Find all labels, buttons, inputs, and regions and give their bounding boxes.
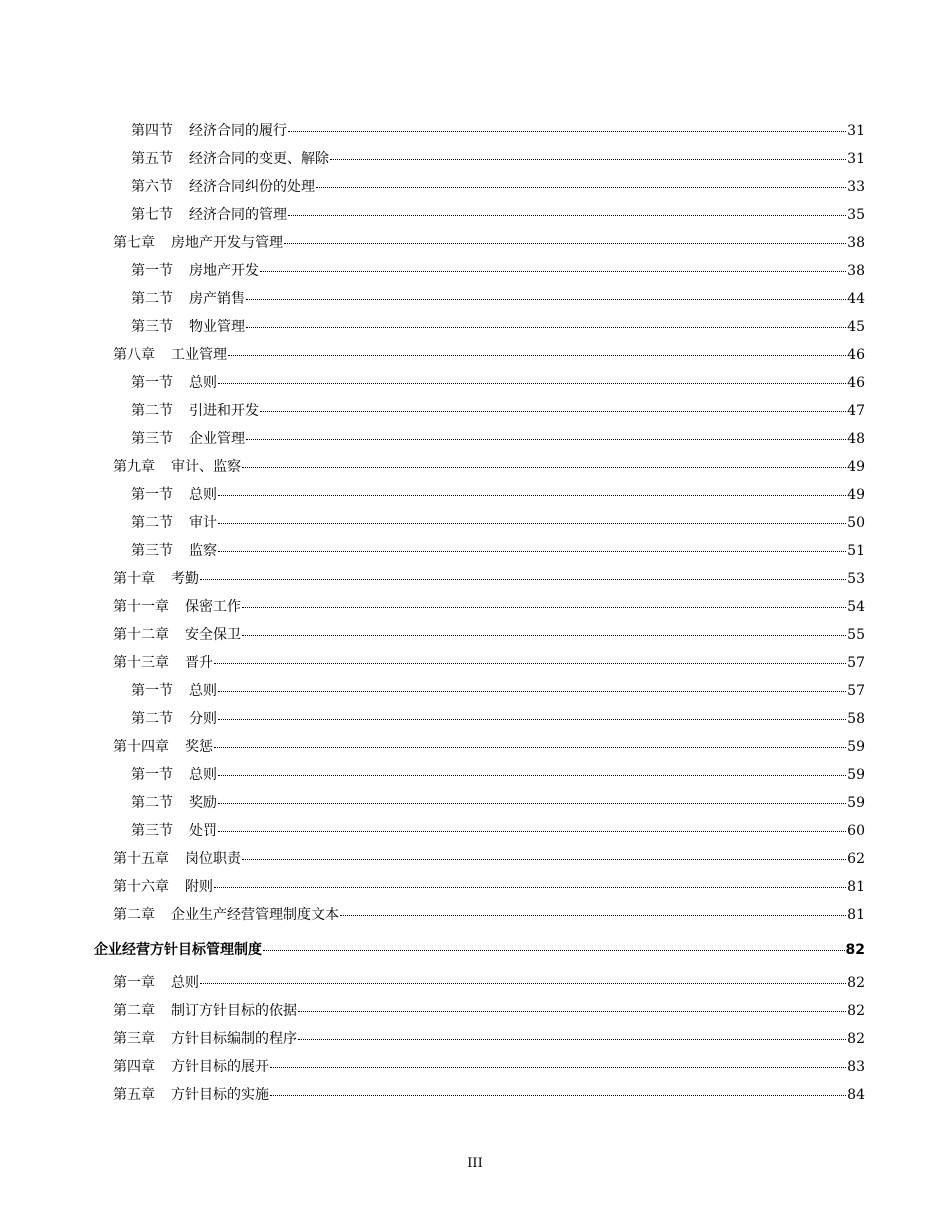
toc-entry-title: 分则 — [189, 711, 217, 727]
toc-entry-title: 房地产开发 — [189, 263, 259, 279]
toc-dot-leader — [260, 411, 846, 412]
toc-dot-leader — [218, 691, 846, 692]
toc-entry-number: 第七章 — [113, 235, 155, 251]
toc-entry-number: 第六节 — [131, 179, 173, 195]
toc-dot-leader — [242, 607, 846, 608]
toc-dot-leader — [298, 1011, 846, 1012]
toc-dot-leader — [260, 271, 846, 272]
toc-entry-title: 奖惩 — [185, 739, 213, 755]
toc-entry-number: 第一节 — [131, 487, 173, 503]
toc-entry-page: 60 — [847, 823, 865, 839]
toc-chapter-entry[interactable] — [0, 649, 950, 677]
toc-entry-number: 第十章 — [113, 571, 155, 587]
toc-entry-number: 第二章 — [113, 907, 155, 923]
toc-entry-title: 引进和开发 — [189, 403, 259, 419]
toc-entry-title: 监察 — [189, 543, 217, 559]
toc-chapter-entry[interactable] — [0, 453, 950, 481]
toc-entry-page: 83 — [847, 1059, 865, 1075]
toc-entry-number: 第二节 — [131, 795, 173, 811]
toc-dot-leader — [246, 327, 846, 328]
toc-entry-number: 第十五章 — [113, 851, 169, 867]
toc-entry-number: 第七节 — [131, 207, 173, 223]
toc-entry-title: 总则 — [189, 375, 217, 391]
toc-entry-title: 方针目标的实施 — [171, 1087, 269, 1103]
toc-entry-title: 审计 — [189, 515, 217, 531]
toc-entry-title: 总则 — [189, 487, 217, 503]
toc-entry-page: 59 — [847, 795, 865, 811]
toc-chapter-entry[interactable] — [0, 621, 950, 649]
toc-entry-page: 44 — [847, 291, 865, 307]
toc-section-entry[interactable] — [0, 313, 950, 341]
toc-entry-page: 46 — [847, 375, 865, 391]
toc-entry-number: 第十六章 — [113, 879, 169, 895]
toc-entry-page: 59 — [847, 767, 865, 783]
page-number-footer: III — [467, 1156, 483, 1171]
toc-entry-number: 第十三章 — [113, 655, 169, 671]
toc-entry-title: 岗位职责 — [185, 851, 241, 867]
toc-entry-number: 第一节 — [131, 263, 173, 279]
toc-dot-leader — [263, 950, 845, 951]
toc-chapter-entry[interactable] — [0, 593, 950, 621]
toc-entry-title: 制订方针目标的依据 — [171, 1003, 297, 1019]
toc-entry-page: 57 — [847, 655, 865, 671]
toc-section-entry[interactable] — [0, 761, 950, 789]
toc-section-entry[interactable] — [0, 117, 950, 145]
toc-entry-number: 第三节 — [131, 543, 173, 559]
toc-entry-page: 58 — [847, 711, 865, 727]
toc-dot-leader — [228, 355, 846, 356]
toc-entry-page: 46 — [847, 347, 865, 363]
toc-dot-leader — [288, 215, 846, 216]
toc-entry-page: 81 — [847, 907, 865, 923]
toc-entry-title: 晋升 — [185, 655, 213, 671]
toc-entry-number: 第二节 — [131, 291, 173, 307]
toc-chapter-entry[interactable] — [0, 901, 950, 929]
toc-dot-leader — [218, 803, 846, 804]
toc-section-entry[interactable] — [0, 817, 950, 845]
toc-dot-leader — [218, 775, 846, 776]
toc-entry-title: 总则 — [171, 975, 199, 991]
toc-dot-leader — [214, 887, 846, 888]
toc-entry-page: 59 — [847, 739, 865, 755]
toc-chapter-entry[interactable] — [0, 873, 950, 901]
toc-chapter-entry[interactable] — [0, 969, 950, 997]
toc-chapter-entry[interactable] — [0, 1081, 950, 1109]
toc-chapter-entry[interactable] — [0, 997, 950, 1025]
toc-dot-leader — [288, 131, 846, 132]
toc-dot-leader — [218, 551, 846, 552]
toc-dot-leader — [270, 1067, 846, 1068]
toc-entry-title: 经济合同的履行 — [189, 123, 287, 139]
toc-entry-title: 工业管理 — [171, 347, 227, 363]
toc-dot-leader — [218, 495, 846, 496]
toc-entry-title: 企业管理 — [189, 431, 245, 447]
toc-section-entry[interactable] — [0, 705, 950, 733]
toc-entry-number: 第一节 — [131, 767, 173, 783]
toc-entry-number: 第四节 — [131, 123, 173, 139]
toc-dot-leader — [218, 831, 846, 832]
toc-entry-title: 考勤 — [171, 571, 199, 587]
toc-chapter-entry[interactable] — [0, 733, 950, 761]
toc-dot-leader — [330, 159, 846, 160]
toc-entry-title: 经济合同的变更、解除 — [189, 151, 329, 167]
toc-entry-title: 企业生产经营管理制度文本 — [171, 907, 339, 923]
toc-entry-number: 第二章 — [113, 1003, 155, 1019]
toc-entry-number: 第十一章 — [113, 599, 169, 615]
toc-entry-page: 49 — [847, 459, 865, 475]
toc-entry-title: 方针目标编制的程序 — [171, 1031, 297, 1047]
toc-dot-leader — [242, 635, 846, 636]
toc-entry-page: 35 — [847, 207, 865, 223]
toc-dot-leader — [316, 187, 846, 188]
toc-entry-title: 附则 — [185, 879, 213, 895]
toc-section-entry[interactable] — [0, 481, 950, 509]
toc-section-entry[interactable] — [0, 677, 950, 705]
toc-section-entry[interactable] — [0, 285, 950, 313]
toc-chapter-entry[interactable] — [0, 565, 950, 593]
toc-entry-page: 82 — [845, 942, 865, 958]
toc-entry-title: 房地产开发与管理 — [171, 235, 283, 251]
toc-entry-number: 第三章 — [113, 1031, 155, 1047]
toc-entry-number: 第二节 — [131, 711, 173, 727]
table-of-contents — [0, 117, 950, 1109]
toc-dot-leader — [284, 243, 846, 244]
toc-entry-number: 第一节 — [131, 683, 173, 699]
toc-dot-leader — [218, 523, 846, 524]
toc-entry-number: 第八章 — [113, 347, 155, 363]
toc-entry-number: 第二节 — [131, 403, 173, 419]
toc-dot-leader — [246, 439, 846, 440]
toc-section-entry[interactable] — [0, 369, 950, 397]
toc-entry-number: 第二节 — [131, 515, 173, 531]
toc-entry-number: 第五章 — [113, 1087, 155, 1103]
toc-entry-number: 第三节 — [131, 431, 173, 447]
toc-section-entry[interactable] — [0, 789, 950, 817]
toc-entry-page: 62 — [847, 851, 865, 867]
toc-entry-page: 38 — [847, 235, 865, 251]
toc-dot-leader — [340, 915, 846, 916]
toc-entry-title: 保密工作 — [185, 599, 241, 615]
toc-entry-number: 第十二章 — [113, 627, 169, 643]
toc-chapter-entry[interactable] — [0, 845, 950, 873]
toc-dot-leader — [218, 383, 846, 384]
toc-entry-page: 82 — [847, 1003, 865, 1019]
toc-entry-number: 第三节 — [131, 319, 173, 335]
toc-section-entry[interactable] — [0, 509, 950, 537]
toc-section-entry[interactable] — [0, 201, 950, 229]
toc-section-entry[interactable] — [0, 425, 950, 453]
toc-entry-page: 50 — [847, 515, 865, 531]
toc-entry-page: 45 — [847, 319, 865, 335]
toc-entry-page: 55 — [847, 627, 865, 643]
toc-section-entry[interactable] — [0, 173, 950, 201]
toc-entry-title: 物业管理 — [189, 319, 245, 335]
toc-chapter-entry[interactable] — [0, 341, 950, 369]
toc-entry-title: 审计、监察 — [171, 459, 241, 475]
toc-dot-leader — [214, 747, 846, 748]
toc-entry-number: 第四章 — [113, 1059, 155, 1075]
toc-entry-page: 51 — [847, 543, 865, 559]
toc-dot-leader — [242, 467, 846, 468]
toc-entry-page: 38 — [847, 263, 865, 279]
toc-entry-page: 31 — [847, 123, 865, 139]
toc-section-entry[interactable] — [0, 397, 950, 425]
toc-entry-number: 第一章 — [113, 975, 155, 991]
toc-entry-page: 33 — [847, 179, 865, 195]
toc-chapter-entry[interactable] — [0, 1025, 950, 1053]
toc-section-entry[interactable] — [0, 257, 950, 285]
toc-entry-page: 57 — [847, 683, 865, 699]
toc-dot-leader — [218, 719, 846, 720]
toc-entry-title: 总则 — [189, 683, 217, 699]
toc-entry-title: 方针目标的展开 — [171, 1059, 269, 1075]
toc-entry-title: 总则 — [189, 767, 217, 783]
toc-entry-title: 安全保卫 — [185, 627, 241, 643]
toc-entry-number: 第五节 — [131, 151, 173, 167]
toc-entry-title: 处罚 — [189, 823, 217, 839]
toc-chapter-entry[interactable] — [0, 229, 950, 257]
toc-chapter-entry[interactable] — [0, 1053, 950, 1081]
toc-entry-page: 82 — [847, 975, 865, 991]
toc-entry-page: 84 — [847, 1087, 865, 1103]
toc-section-entry[interactable] — [0, 537, 950, 565]
toc-entry-page: 53 — [847, 571, 865, 587]
toc-entry-title: 奖励 — [189, 795, 217, 811]
toc-entry-page: 82 — [847, 1031, 865, 1047]
toc-section-entry[interactable] — [0, 145, 950, 173]
toc-dot-leader — [242, 859, 846, 860]
toc-entry-page: 49 — [847, 487, 865, 503]
toc-entry-number: 第十四章 — [113, 739, 169, 755]
toc-entry-title: 企业经营方针目标管理制度 — [94, 942, 262, 958]
toc-dot-leader — [298, 1039, 846, 1040]
toc-entry-page: 54 — [847, 599, 865, 615]
toc-entry-number: 第一节 — [131, 375, 173, 391]
toc-entry-title: 房产销售 — [189, 291, 245, 307]
toc-dot-leader — [200, 579, 846, 580]
toc-dot-leader — [214, 663, 846, 664]
toc-entry-number: 第三节 — [131, 823, 173, 839]
toc-entry-title: 经济合同的管理 — [189, 207, 287, 223]
toc-part-entry[interactable] — [0, 933, 950, 967]
toc-entry-page: 31 — [847, 151, 865, 167]
toc-dot-leader — [270, 1095, 846, 1096]
toc-entry-title: 经济合同纠份的处理 — [189, 179, 315, 195]
toc-dot-leader — [246, 299, 846, 300]
toc-entry-page: 47 — [847, 403, 865, 419]
toc-dot-leader — [200, 983, 846, 984]
toc-entry-page: 81 — [847, 879, 865, 895]
toc-entry-page: 48 — [847, 431, 865, 447]
toc-entry-number: 第九章 — [113, 459, 155, 475]
